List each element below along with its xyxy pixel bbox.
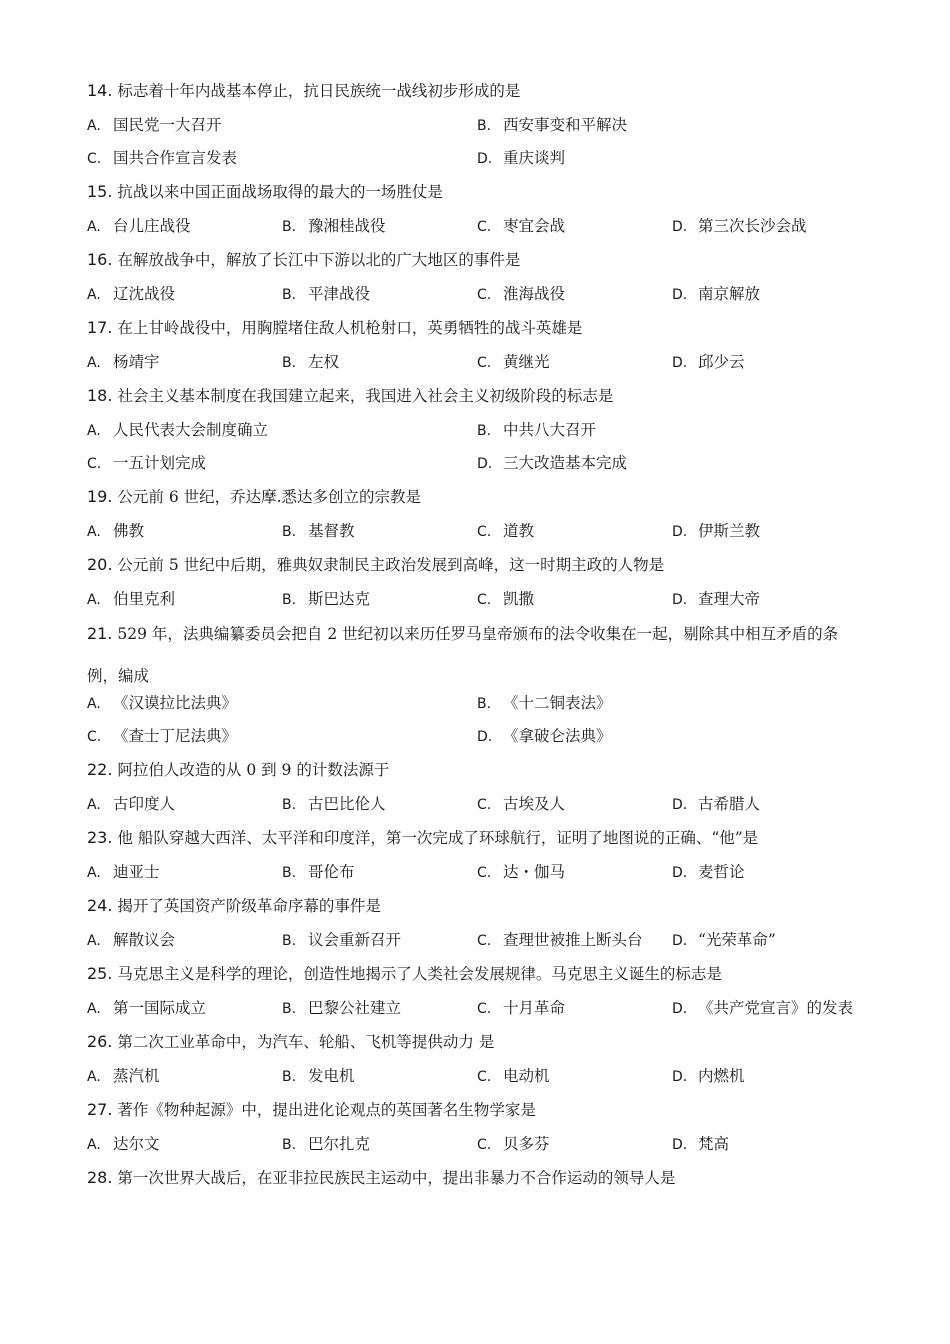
- option-a: A. 伯里克利: [87, 590, 176, 608]
- option-c: C. 《查士丁尼法典》: [87, 727, 238, 745]
- option-d: D. 查理大帝: [672, 590, 761, 608]
- option-b: B. 议会重新召开: [282, 931, 402, 949]
- option-a: A. 人民代表大会制度确立: [87, 421, 269, 439]
- question-text: 揭开了英国资产阶级革命序幕的事件是: [117, 897, 381, 915]
- option-d: D. 邱少云: [672, 353, 745, 371]
- option-c: C. 贝多芬: [477, 1135, 550, 1153]
- option-d: D. 《共产党宣言》的发表: [672, 999, 854, 1017]
- option-a: A. 古印度人: [87, 795, 176, 813]
- option-a: A. 解散议会: [87, 931, 176, 949]
- question-25: [87, 964, 887, 984]
- question-14: [87, 81, 887, 101]
- option-c: C. 枣宜会战: [477, 217, 566, 235]
- option-c: C. 古埃及人: [477, 795, 566, 813]
- question-number: 26.: [87, 1032, 113, 1051]
- option-b: B. 斯巴达克: [282, 590, 371, 608]
- question-24: [87, 896, 887, 916]
- question-number: 27.: [87, 1100, 113, 1119]
- option-c: C. 一五计划完成: [87, 454, 207, 472]
- option-b: B. 《十二铜表法》: [477, 694, 612, 712]
- question-number: 15.: [87, 182, 113, 201]
- question-text: 第二次工业革命中，为汽车、轮船、飞机等提供动力 是: [117, 1033, 495, 1051]
- option-c: C. 电动机: [477, 1067, 550, 1085]
- question-number: 22.: [87, 760, 113, 779]
- option-b: B. 西安事变和平解决: [477, 116, 628, 134]
- option-c: C. 查理世被推上断头台: [477, 931, 643, 949]
- question-23: [87, 828, 887, 848]
- question-number: 25.: [87, 964, 113, 983]
- option-c: C. 凯撒: [477, 590, 535, 608]
- option-a: A. 蒸汽机: [87, 1067, 160, 1085]
- option-d: D. 三大改造基本完成: [477, 454, 628, 472]
- option-b: B. 基督教: [282, 522, 355, 540]
- option-d: D. 梵高: [672, 1135, 730, 1153]
- option-d: D. 伊斯兰教: [672, 522, 761, 540]
- option-a: A. 辽沈战役: [87, 285, 176, 303]
- option-b: B. 巴尔扎克: [282, 1135, 371, 1153]
- question-text: 公元前 6 世纪，乔达摩.悉达多创立的宗教是: [117, 488, 422, 506]
- option-b: B. 哥伦布: [282, 863, 355, 881]
- option-a: A. 佛教: [87, 522, 145, 540]
- question-number: 20.: [87, 555, 113, 574]
- option-d: D. 南京解放: [672, 285, 761, 303]
- question-text: 标志着十年内战基本停止，抗日民族统一战线初步形成的是: [117, 82, 521, 100]
- question-text: 公元前 5 世纪中后期，雅典奴隶制民主政治发展到高峰，这一时期主政的人物是: [117, 556, 665, 574]
- option-c: C. 国共合作宣言发表: [87, 149, 238, 167]
- question-text: 第一次世界大战后，在亚非拉民族民主运动中，提出非暴力不合作运动的领导人是: [117, 1169, 676, 1187]
- question-number: 24.: [87, 896, 113, 915]
- question-number: 16.: [87, 250, 113, 269]
- option-d: D. 内燃机: [672, 1067, 745, 1085]
- option-d: D. 麦哲论: [672, 863, 745, 881]
- option-c: C. 道教: [477, 522, 535, 540]
- option-b: B. 巴黎公社建立: [282, 999, 402, 1017]
- option-d: D. 《拿破仑法典》: [477, 727, 612, 745]
- option-a: A. 杨靖宇: [87, 353, 160, 371]
- option-a: A. 第一国际成立: [87, 999, 207, 1017]
- question-16: [87, 250, 887, 270]
- option-d: D. 重庆谈判: [477, 149, 566, 167]
- option-b: B. 中共八大召开: [477, 421, 597, 439]
- question-18: [87, 386, 887, 406]
- option-c: C. 十月革命: [477, 999, 566, 1017]
- question-number: 28.: [87, 1168, 113, 1187]
- question-number: 17.: [87, 318, 113, 337]
- option-d: D. 第三次长沙会战: [672, 217, 807, 235]
- question-text: 马克思主义是科学的理论，创造性地揭示了人类社会发展规律。马克思主义诞生的标志是: [117, 965, 722, 983]
- question-text: 他 船队穿越大西洋、太平洋和印度洋，第一次完成了环球航行，证明了地图说的正确、“他”是: [117, 829, 759, 847]
- question-15: [87, 182, 887, 202]
- question-20: [87, 555, 887, 575]
- question-17: [87, 318, 887, 338]
- question-number: 23.: [87, 828, 113, 847]
- option-b: B. 发电机: [282, 1067, 355, 1085]
- option-b: B. 古巴比伦人: [282, 795, 386, 813]
- question-22: [87, 760, 887, 780]
- option-d: D. 古希腊人: [672, 795, 761, 813]
- question-number: 19.: [87, 487, 113, 506]
- question-text: 在上甘岭战役中，用胸膛堵住敌人机枪射口，英勇牺牲的战斗英雄是: [117, 319, 583, 337]
- question-28: [87, 1168, 887, 1188]
- option-a: A. 达尔文: [87, 1135, 160, 1153]
- question-27: [87, 1100, 887, 1120]
- option-b: B. 平津战役: [282, 285, 371, 303]
- option-a: A. 迪亚士: [87, 863, 160, 881]
- question-21: [87, 613, 867, 697]
- question-number: 18.: [87, 386, 113, 405]
- option-b: B. 左权: [282, 353, 340, 371]
- option-a: A. 国民党一大召开: [87, 116, 222, 134]
- option-b: B. 豫湘桂战役: [282, 217, 386, 235]
- option-c: C. 达・伽马: [477, 863, 566, 881]
- question-text: 抗战以来中国正面战场取得的最大的一场胜仗是: [117, 183, 443, 201]
- option-a: A. 台儿庄战役: [87, 217, 191, 235]
- question-19: [87, 487, 887, 507]
- option-c: C. 淮海战役: [477, 285, 566, 303]
- question-text: 529 年，法典编纂委员会把自 2 世纪初以来历任罗马皇帝颁布的法令收集在一起，剔除其中相互矛盾的条例，编成: [87, 625, 839, 685]
- option-c: C. 黄继光: [477, 353, 550, 371]
- question-text: 社会主义基本制度在我国建立起来，我国进入社会主义初级阶段的标志是: [117, 387, 614, 405]
- question-text: 阿拉伯人改造的从 0 到 9 的计数法源于: [117, 761, 390, 779]
- question-text: 著作《物种起源》中，提出进化论观点的英国著名生物学家是: [117, 1101, 536, 1119]
- option-a: A. 《汉谟拉比法典》: [87, 694, 238, 712]
- question-number: 14.: [87, 81, 113, 100]
- option-d: D. “光荣革命”: [672, 931, 776, 949]
- question-text: 在解放战争中，解放了长江中下游以北的广大地区的事件是: [117, 251, 521, 269]
- question-number: 21.: [87, 624, 113, 643]
- question-26: [87, 1032, 887, 1052]
